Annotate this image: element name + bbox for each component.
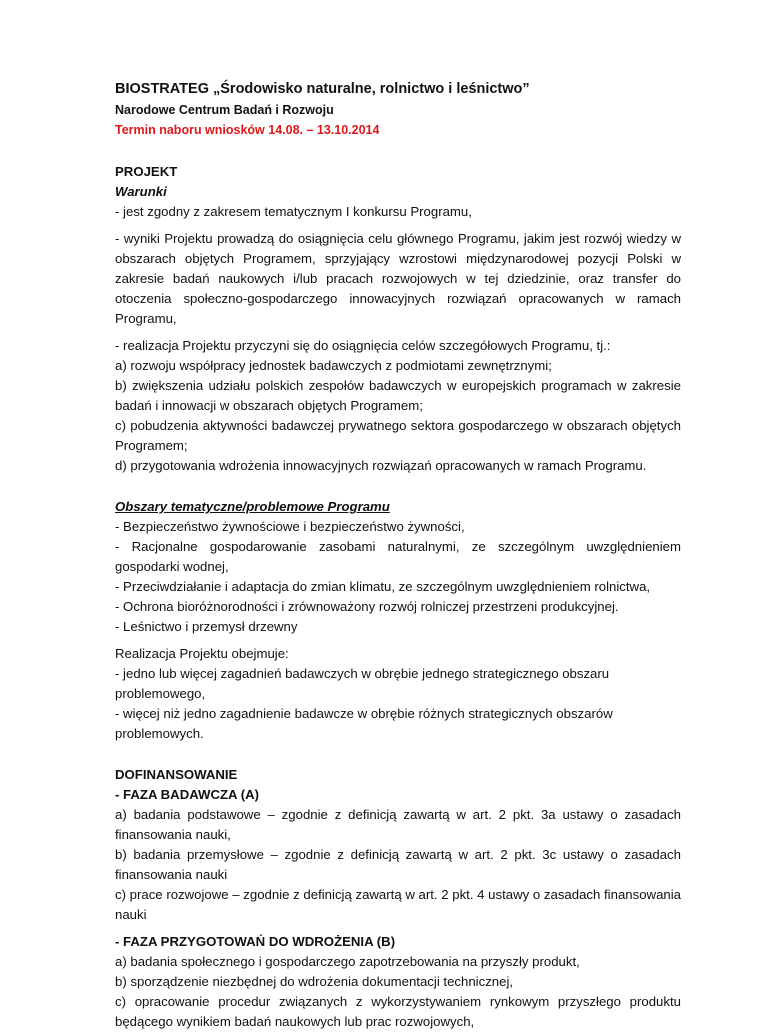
faza-b-heading: - FAZA PRZYGOTOWAŃ DO WDROŻENIA (B) [115,934,396,949]
dofinansowanie-heading: DOFINANSOWANIE [115,767,238,782]
faza-b-item: b) sporządzenie niezbędnej do wdrożenia dokumentacji technicznej, [115,974,514,989]
warunek-1: - jest zgodny z zakresem tematycznym I konkursu Programu, [115,204,472,219]
warunki-label: Warunki [115,184,167,199]
warunek-3-c: c) pobudzenia aktywności badawczej prywatnego sektora gospodarczego w obszarach objętych Programem; [115,418,681,453]
obszar-item: - Bezpieczeństwo żywnościowe i bezpieczeństwo żywności, [115,519,465,534]
organization-name: Narodowe Centrum Badań i Rozwoju [115,103,334,117]
obszar-item: - Przeciwdziałanie i adaptacja do zmian klimatu, ze szczególnym uwzględnieniem rolnictwa, [115,579,651,594]
faza-a-item: b) badania przemysłowe – zgodnie z definicją zawartą w art. 2 pkt. 3c ustawy o zasadach finansowania nauki [115,847,681,882]
warunek-3-b: b) zwiększenia udziału polskich zespołów badawczych w europejskich programach w zakresie badań i innowacji w obszarach objętych Programem; [115,378,681,413]
obszar-item: - Leśnictwo i przemysł drzewny [115,619,298,634]
obszar-item: - Racjonalne gospodarowanie zasobami naturalnymi, ze szczególnym uwzględnieniem gospodarki wodnej, [115,539,681,574]
projekt-heading: PROJEKT [115,164,178,179]
warunek-2: - wyniki Projektu prowadzą do osiągnięcia celu głównego Programu, jakim jest rozwój wiedzy w obszarach objętych Programem, sprzyjający wzrostowi międzynarodowej pozycji Polski w zakresie badań naukowych i/lub pracach rozwojowych w tej dziedzinie, oraz transfer do otoczenia społeczno-gospodarczego innowacyjnych rozwiązań opracowanych w ramach Programu, [115,231,681,326]
faza-b-item: c) opracowanie procedur związanych z wykorzystywaniem rynkowym przyszłego produktu będącego wynikiem badań naukowych lub prac rozwojowych, [115,994,681,1029]
application-deadline: Termin naboru wniosków 14.08. – 13.10.2014 [115,123,380,137]
obszary-heading: Obszary tematyczne/problemowe Programu [115,499,390,514]
faza-a-item: a) badania podstawowe – zgodnie z definicją zawartą w art. 2 pkt. 3a ustawy o zasadach finansowania nauki, [115,807,681,842]
obszar-item: - Ochrona bioróżnorodności i zrównoważony rozwój rolniczej przestrzeni produkcyjnej. [115,599,619,614]
faza-a-heading: - FAZA BADAWCZA (A) [115,787,260,802]
document-title: BIOSTRATEG „Środowisko naturalne, rolnictwo i leśnictwo” [115,81,530,97]
warunek-3-intro: - realizacja Projektu przyczyni się do osiągnięcia celów szczegółowych Programu, tj.: [115,338,611,353]
faza-b-item: a) badania społecznego i gospodarczego zapotrzebowania na przyszły produkt, [115,954,580,969]
document-page [115,78,681,1032]
realizacja-item: - więcej niż jedno zagadnienie badawcze w obrębie różnych strategicznych obszarów problemowych. [115,706,613,741]
realizacja-intro: Realizacja Projektu obejmuje: [115,646,289,661]
faza-a-item: c) prace rozwojowe – zgodnie z definicją zawartą w art. 2 pkt. 4 ustawy o zasadach finansowania nauki [115,887,681,922]
warunek-3-a: a) rozwoju współpracy jednostek badawczych z podmiotami zewnętrznymi; [115,358,552,373]
realizacja-item: - jedno lub więcej zagadnień badawczych w obrębie jednego strategicznego obszaru problemowego, [115,666,610,701]
warunek-3-d: d) przygotowania wdrożenia innowacyjnych rozwiązań opracowanych w ramach Programu. [115,458,647,473]
